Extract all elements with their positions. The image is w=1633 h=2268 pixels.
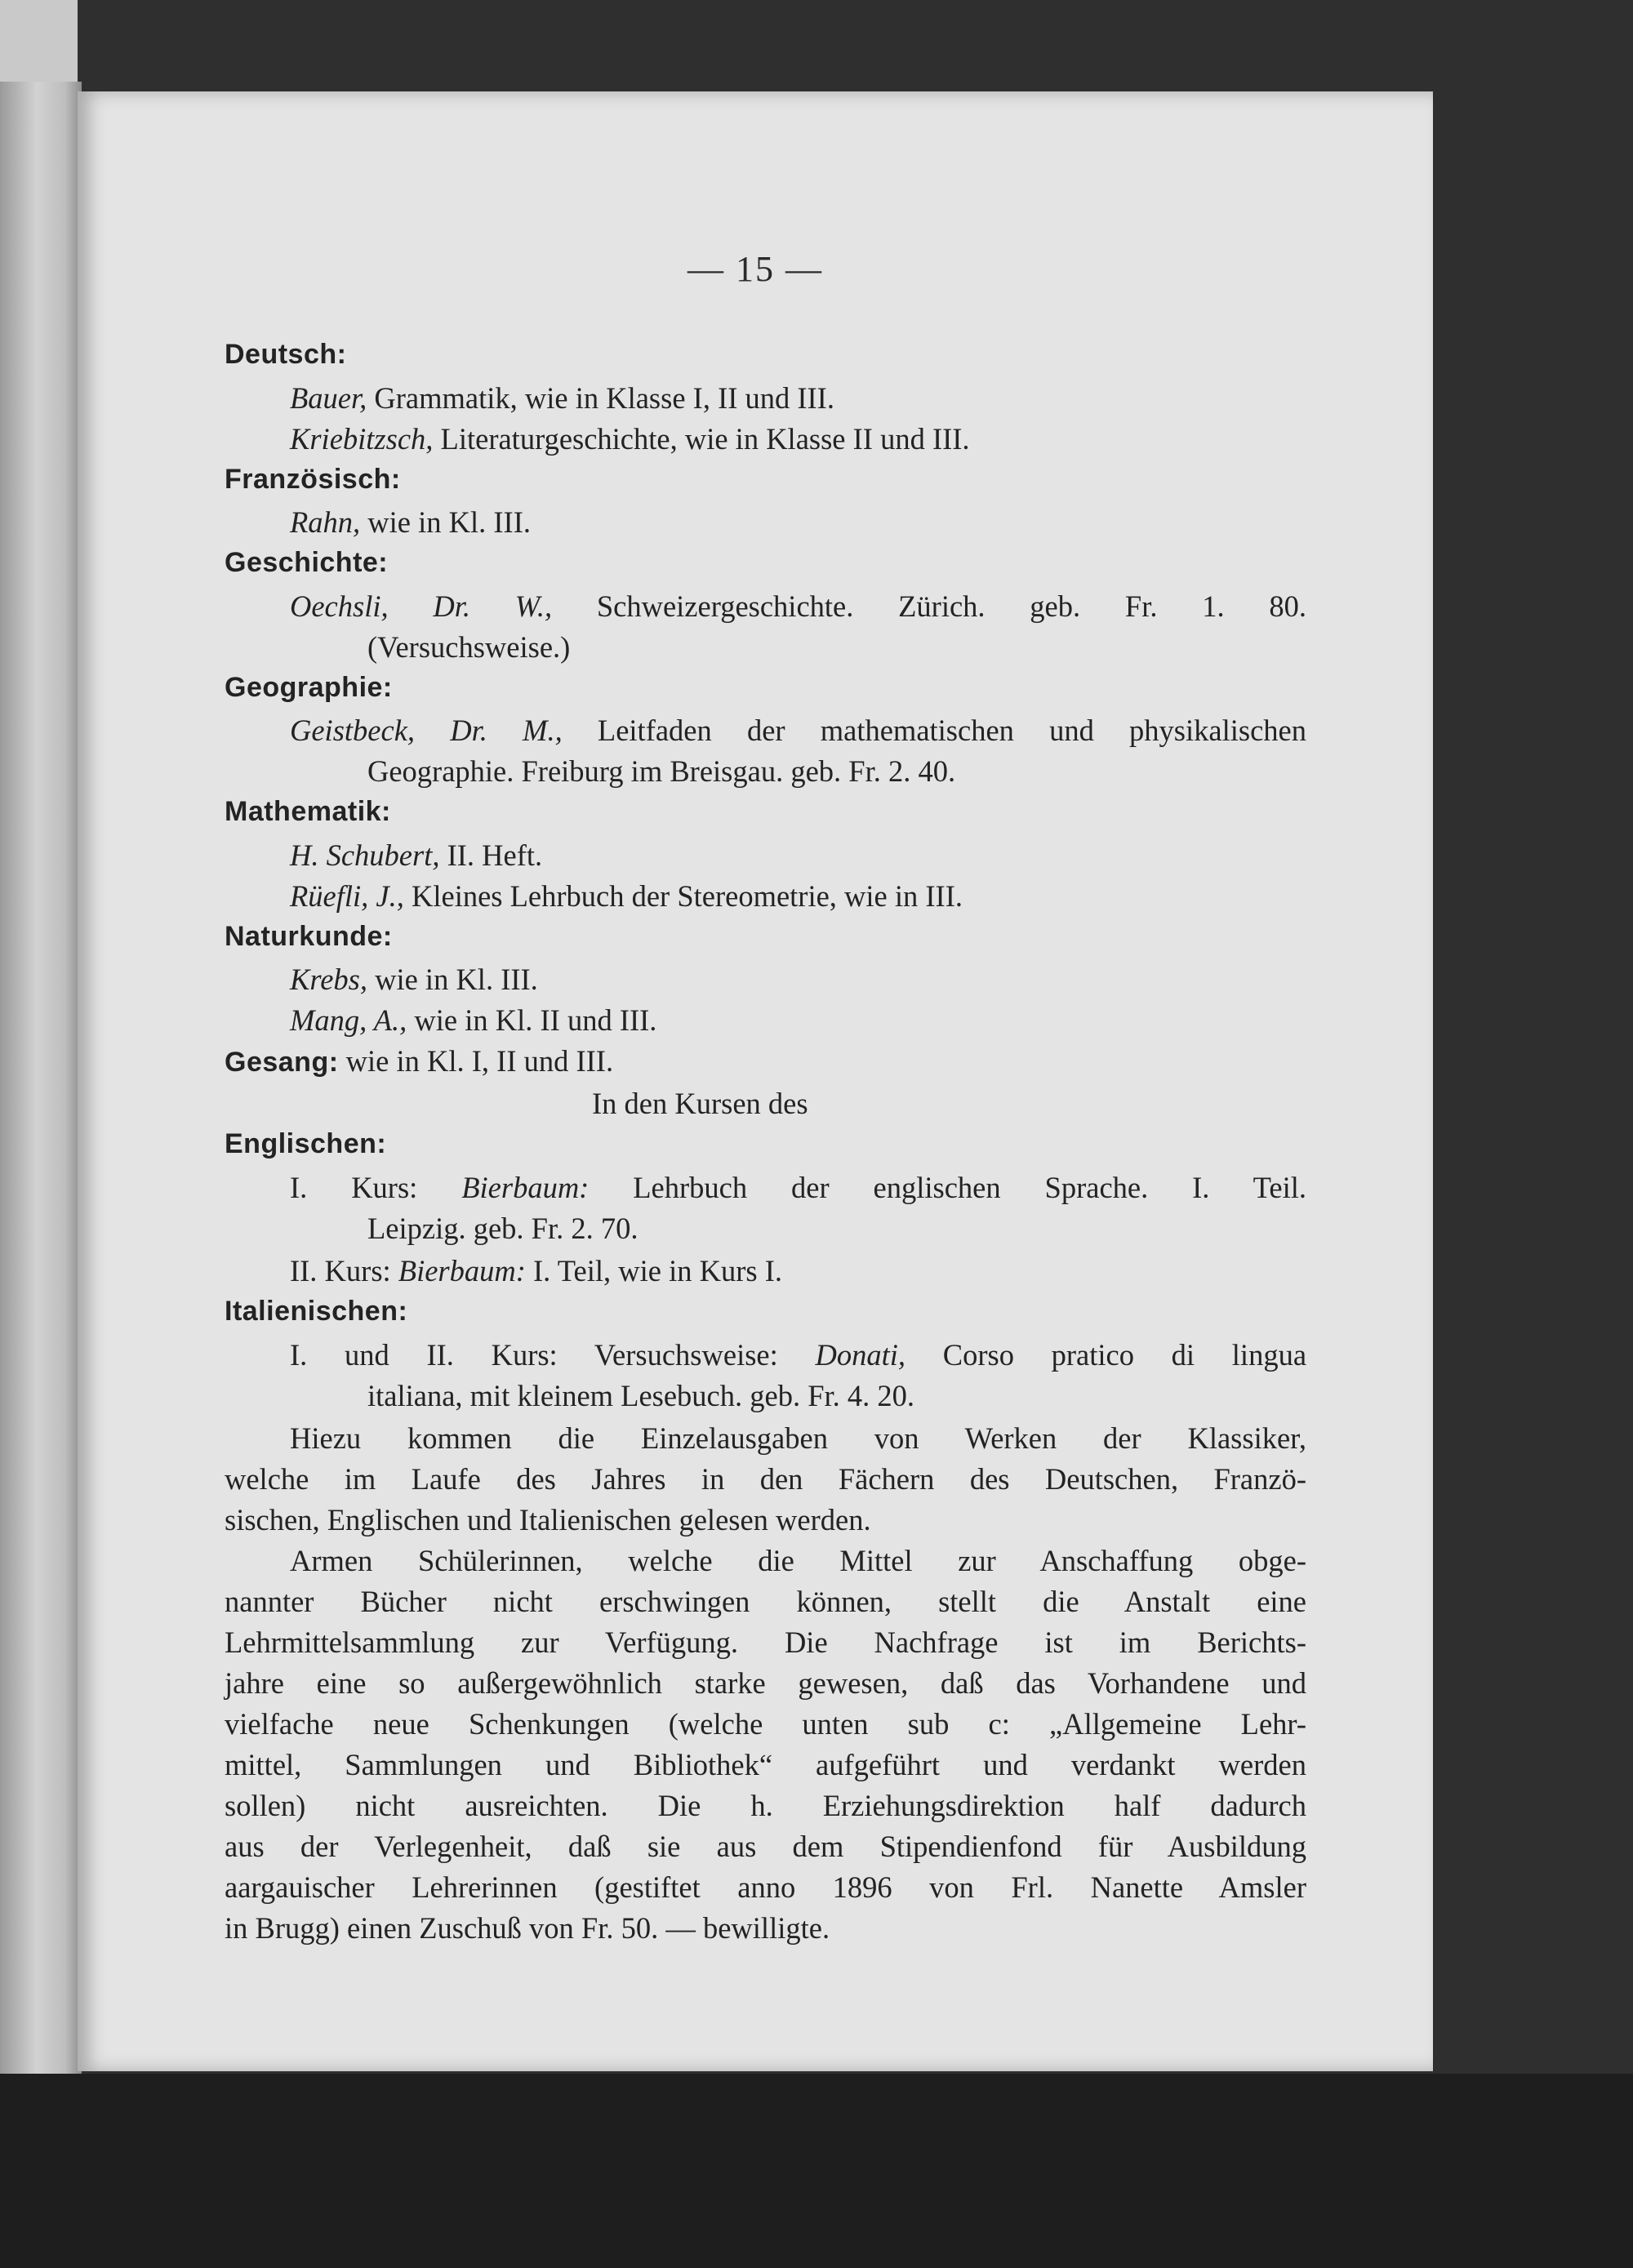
entry-mang xyxy=(290,1003,657,1037)
page-number: — 15 — xyxy=(687,249,823,289)
paragraph2-line: mittel, Sammlungen und Bibliothek“ aufgeführt und verdankt werden xyxy=(225,1748,1306,1781)
left-page-edge xyxy=(0,82,82,2074)
heading-italienischen: Italienischen: xyxy=(225,1296,408,1327)
text-krebs: wie in Kl. III. xyxy=(375,963,538,996)
heading-gesang: Gesang: xyxy=(225,1047,339,1078)
author-oechsli: Oechsli, Dr. W., xyxy=(290,589,553,623)
label-kurs1: I. Kurs: xyxy=(290,1171,418,1204)
entry-rahn xyxy=(290,505,531,539)
author-bierbaum-2: Bierbaum: xyxy=(398,1254,526,1287)
text-donati: Corso pratico di lingua xyxy=(942,1338,1307,1372)
paragraph2-line: vielfache neue Schenkungen (welche unten sub c: „Allgemeine Lehr- xyxy=(225,1707,1306,1741)
text-mang: wie in Kl. II und III. xyxy=(414,1003,657,1037)
text-rahn: wie in Kl. III. xyxy=(367,505,531,539)
scan-bottom-margin xyxy=(0,2074,1633,2268)
text-gesang: wie in Kl. I, II und III. xyxy=(345,1044,614,1078)
author-geistbeck: Geistbeck, Dr. M., xyxy=(290,714,563,747)
text-donati-cont: italiana, mit kleinem Lesebuch. geb. Fr. 4. 20. xyxy=(367,1379,915,1412)
entry-schubert xyxy=(290,838,543,872)
paragraph1-line: sischen, Englischen und Italienischen gelesen werden. xyxy=(225,1503,871,1536)
heading-deutsch: Deutsch: xyxy=(225,339,347,370)
paragraph2-line: Lehrmittelsammlung zur Verfügung. Die Nachfrage ist im Berichts- xyxy=(225,1625,1306,1659)
author-krebs: Krebs, xyxy=(290,963,367,996)
paragraph2-line: in Brugg) einen Zuschuß von Fr. 50. — bewilligte. xyxy=(225,1911,830,1945)
entry-krebs xyxy=(290,965,538,995)
paragraph2-line: aargauischer Lehrerinnen (gestiftet anno 1896 von Frl. Nanette Amsler xyxy=(225,1870,1306,1904)
kurse-intro: In den Kursen des xyxy=(592,1087,808,1120)
text-rueefli: Kleines Lehrbuch der Stereometrie, wie in III. xyxy=(412,879,963,913)
entry-gesang xyxy=(225,1044,614,1078)
label-kurs2: II. Kurs: xyxy=(290,1254,391,1287)
heading-geschichte: Geschichte: xyxy=(225,547,389,578)
entry-italienisch xyxy=(290,1338,1307,1372)
text-bauer: Grammatik, wie in Klasse I, II und III. xyxy=(374,381,834,415)
paragraph2-line: aus der Verlegenheit, daß sie aus dem Stipendienfond für Ausbildung xyxy=(225,1830,1306,1863)
paragraph2-line: jahre eine so außergewöhnlich starke gewesen, daß das Vorhandene und xyxy=(225,1666,1306,1700)
heading-mathematik: Mathematik: xyxy=(225,796,391,827)
entry-bauer xyxy=(290,381,834,415)
heading-englischen: Englischen: xyxy=(225,1128,387,1159)
text-kurs2: I. Teil, wie in Kurs I. xyxy=(533,1254,782,1287)
text-geistbeck: Leitfaden der mathematischen und physikalischen xyxy=(597,714,1306,747)
heading-franzoesisch: Französisch: xyxy=(225,464,401,495)
heading-naturkunde: Naturkunde: xyxy=(225,921,393,952)
paragraph1-line: Hiezu kommen die Einzelausgaben von Werken der Klassiker, xyxy=(290,1421,1306,1455)
paragraph2-line: nannter Bücher nicht erschwingen können, stellt die Anstalt eine xyxy=(225,1585,1306,1618)
entry-rueefli xyxy=(290,879,963,913)
entry-englisch-kurs2 xyxy=(290,1256,782,1287)
heading-geographie: Geographie: xyxy=(225,672,393,703)
page-content xyxy=(78,91,1433,2071)
label-italienisch: I. und II. Kurs: Versuchsweise: xyxy=(290,1338,778,1372)
text-schubert: II. Heft. xyxy=(447,838,543,872)
note-versuchsweise: (Versuchsweise.) xyxy=(367,630,571,664)
book-spine xyxy=(0,0,78,90)
author-schubert: H. Schubert, xyxy=(290,838,440,872)
entry-kriebitzsch xyxy=(290,422,970,456)
paragraph2-line: sollen) nicht ausreichten. Die h. Erziehungsdirektion half dadurch xyxy=(225,1789,1306,1822)
entry-geistbeck xyxy=(290,716,1306,746)
document-page xyxy=(78,91,1433,2071)
author-rahn: Rahn, xyxy=(290,505,361,539)
text-kriebitzsch: Literaturgeschichte, wie in Klasse II und III. xyxy=(440,422,970,456)
author-kriebitzsch: Kriebitzsch, xyxy=(290,422,434,456)
author-donati: Donati, xyxy=(815,1338,906,1372)
author-mang: Mang, A., xyxy=(290,1003,407,1037)
entry-englisch-kurs1 xyxy=(290,1173,1306,1203)
text-oechsli: Schweizergeschichte. Zürich. geb. Fr. 1. 80. xyxy=(596,589,1306,623)
entry-oechsli xyxy=(290,589,1306,623)
paragraph1-line: welche im Laufe des Jahres in den Fächern des Deutschen, Franzö- xyxy=(225,1462,1306,1496)
text-kurs1: Lehrbuch der englischen Sprache. I. Teil. xyxy=(633,1171,1307,1204)
paragraph2-line: Armen Schülerinnen, welche die Mittel zur Anschaffung obge- xyxy=(290,1544,1306,1577)
text-kurs1-cont: Leipzig. geb. Fr. 2. 70. xyxy=(367,1212,639,1245)
author-bierbaum-1: Bierbaum: xyxy=(461,1171,590,1204)
author-rueefli: Rüefli, J., xyxy=(290,879,404,913)
text-geistbeck-cont: Geographie. Freiburg im Breisgau. geb. Fr. 2. 40. xyxy=(367,754,956,788)
author-bauer: Bauer, xyxy=(290,381,367,415)
